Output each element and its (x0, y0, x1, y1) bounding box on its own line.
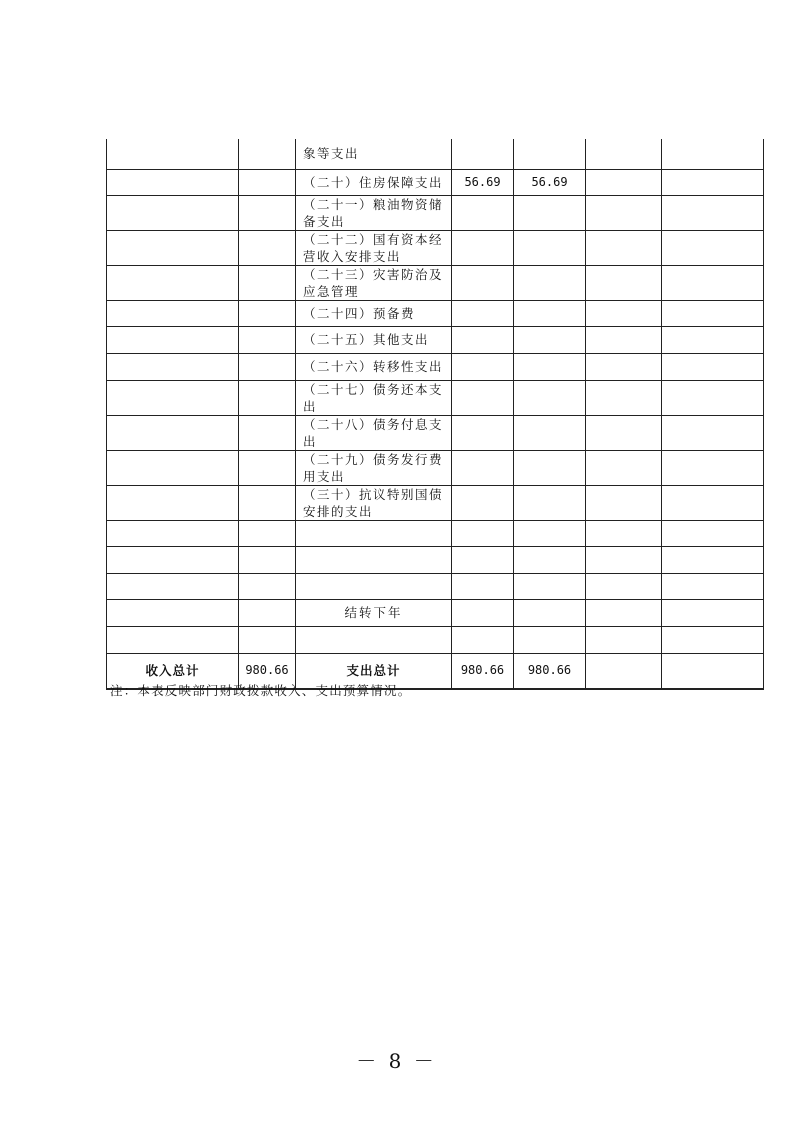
income-amount-cell (239, 546, 296, 573)
table-row (107, 415, 764, 450)
gov-fund-cell (586, 485, 662, 520)
general-budget-cell (514, 139, 586, 169)
income-item-cell (107, 300, 239, 326)
expense-amount-cell (452, 626, 514, 653)
income-item-cell (107, 230, 239, 265)
table-row (107, 326, 764, 353)
state-capital-cell (662, 380, 764, 415)
budget-table (106, 139, 764, 690)
gov-fund-cell (586, 626, 662, 653)
expense-item-cell (296, 626, 452, 653)
state-capital-cell (662, 573, 764, 599)
state-capital-cell (662, 450, 764, 485)
expense-item-cell (296, 546, 452, 573)
general-budget-cell (514, 415, 586, 450)
general-budget-cell (514, 546, 586, 573)
income-amount-cell (239, 573, 296, 599)
expense-amount-cell (452, 230, 514, 265)
table-note: 注：本表反映部门财政拨款收入、支出预算情况。 (110, 683, 412, 698)
income-amount-cell (239, 300, 296, 326)
income-amount-cell (239, 230, 296, 265)
expense-item-cell: （二十五）其他支出 (296, 326, 452, 353)
income-amount-cell (239, 415, 296, 450)
expense-item-cell (296, 573, 452, 599)
state-capital-cell (662, 626, 764, 653)
table-row (107, 265, 764, 300)
general-budget-cell (514, 626, 586, 653)
income-item-cell (107, 415, 239, 450)
expense-amount-cell: 56.69 (452, 169, 514, 195)
gov-fund-cell (586, 139, 662, 169)
income-amount-cell (239, 599, 296, 626)
table-row (107, 380, 764, 415)
general-budget-cell (514, 380, 586, 415)
income-total-value: 980.66 (239, 653, 296, 689)
general-budget-total-value: 980.66 (514, 653, 586, 689)
expense-amount-cell (452, 326, 514, 353)
income-item-cell (107, 353, 239, 380)
table-row (107, 450, 764, 485)
state-capital-cell (662, 265, 764, 300)
state-capital-cell (662, 520, 764, 546)
income-amount-cell (239, 626, 296, 653)
income-item-cell (107, 265, 239, 300)
expense-item-cell: 象等支出 (296, 139, 452, 169)
expense-item-cell: （三十）抗议特别国债安排的支出 (296, 485, 452, 520)
expense-amount-cell (452, 415, 514, 450)
income-amount-cell (239, 265, 296, 300)
income-amount-cell (239, 485, 296, 520)
general-budget-cell (514, 326, 586, 353)
gov-fund-cell (586, 380, 662, 415)
gov-fund-total-cell (586, 653, 662, 689)
carry-forward-label: 结转下年 (296, 599, 452, 626)
table-row (107, 520, 764, 546)
income-item-cell (107, 380, 239, 415)
expense-amount-cell (452, 546, 514, 573)
expense-amount-cell (452, 195, 514, 230)
expense-amount-cell (452, 599, 514, 626)
general-budget-cell (514, 265, 586, 300)
expense-item-cell: （二十九）债务发行费用支出 (296, 450, 452, 485)
income-amount-cell (239, 326, 296, 353)
income-item-cell (107, 546, 239, 573)
state-capital-total-cell (662, 653, 764, 689)
table-row (107, 169, 764, 195)
state-capital-cell (662, 599, 764, 626)
expense-item-cell: （二十八）债务付息支出 (296, 415, 452, 450)
table-row (107, 300, 764, 326)
income-amount-cell (239, 450, 296, 485)
expense-item-cell: （二十三）灾害防治及应急管理 (296, 265, 452, 300)
state-capital-cell (662, 230, 764, 265)
expense-item-cell: （二十七）债务还本支出 (296, 380, 452, 415)
page-number: － 8 － (356, 1049, 437, 1073)
expense-item-cell: （二十四）预备费 (296, 300, 452, 326)
state-capital-cell (662, 139, 764, 169)
general-budget-cell (514, 599, 586, 626)
general-budget-cell (514, 520, 586, 546)
income-item-cell (107, 520, 239, 546)
expense-total-label: 支出总计 (296, 653, 452, 689)
table-row (107, 139, 764, 169)
expense-amount-cell (452, 520, 514, 546)
income-item-cell (107, 450, 239, 485)
expense-item-cell (296, 520, 452, 546)
table-row (107, 485, 764, 520)
gov-fund-cell (586, 195, 662, 230)
general-budget-cell (514, 195, 586, 230)
general-budget-cell (514, 353, 586, 380)
income-item-cell (107, 573, 239, 599)
gov-fund-cell (586, 573, 662, 599)
general-budget-cell (514, 450, 586, 485)
income-total-label: 收入总计 (107, 653, 239, 689)
state-capital-cell (662, 326, 764, 353)
expense-item-cell: （二十一）粮油物资储备支出 (296, 195, 452, 230)
general-budget-cell (514, 485, 586, 520)
income-item-cell (107, 599, 239, 626)
expense-amount-cell (452, 300, 514, 326)
expense-total-value: 980.66 (452, 653, 514, 689)
income-item-cell (107, 485, 239, 520)
income-item-cell (107, 626, 239, 653)
gov-fund-cell (586, 546, 662, 573)
income-amount-cell (239, 353, 296, 380)
expense-amount-cell (452, 139, 514, 169)
gov-fund-cell (586, 353, 662, 380)
general-budget-cell (514, 573, 586, 599)
expense-amount-cell (452, 450, 514, 485)
table-row (107, 195, 764, 230)
expense-item-cell: （二十六）转移性支出 (296, 353, 452, 380)
state-capital-cell (662, 546, 764, 573)
expense-amount-cell (452, 265, 514, 300)
general-budget-cell (514, 230, 586, 265)
gov-fund-cell (586, 520, 662, 546)
gov-fund-cell (586, 230, 662, 265)
gov-fund-cell (586, 326, 662, 353)
income-item-cell (107, 326, 239, 353)
expense-item-cell: （二十）住房保障支出 (296, 169, 452, 195)
table-row (107, 546, 764, 573)
state-capital-cell (662, 169, 764, 195)
expense-amount-cell (452, 573, 514, 599)
expense-amount-cell (452, 380, 514, 415)
state-capital-cell (662, 353, 764, 380)
gov-fund-cell (586, 265, 662, 300)
table-row (107, 573, 764, 599)
expense-item-cell: （二十二）国有资本经营收入安排支出 (296, 230, 452, 265)
income-item-cell (107, 139, 239, 169)
table-row (107, 626, 764, 653)
gov-fund-cell (586, 169, 662, 195)
income-amount-cell (239, 139, 296, 169)
state-capital-cell (662, 415, 764, 450)
income-item-cell (107, 195, 239, 230)
table-row (107, 599, 764, 626)
state-capital-cell (662, 300, 764, 326)
gov-fund-cell (586, 599, 662, 626)
gov-fund-cell (586, 450, 662, 485)
state-capital-cell (662, 485, 764, 520)
gov-fund-cell (586, 300, 662, 326)
general-budget-cell (514, 300, 586, 326)
expense-amount-cell (452, 485, 514, 520)
gov-fund-cell (586, 415, 662, 450)
income-amount-cell (239, 520, 296, 546)
table-row (107, 353, 764, 380)
general-budget-cell: 56.69 (514, 169, 586, 195)
income-amount-cell (239, 380, 296, 415)
expense-amount-cell (452, 353, 514, 380)
state-capital-cell (662, 195, 764, 230)
income-amount-cell (239, 195, 296, 230)
table-row (107, 230, 764, 265)
income-item-cell (107, 169, 239, 195)
income-amount-cell (239, 169, 296, 195)
